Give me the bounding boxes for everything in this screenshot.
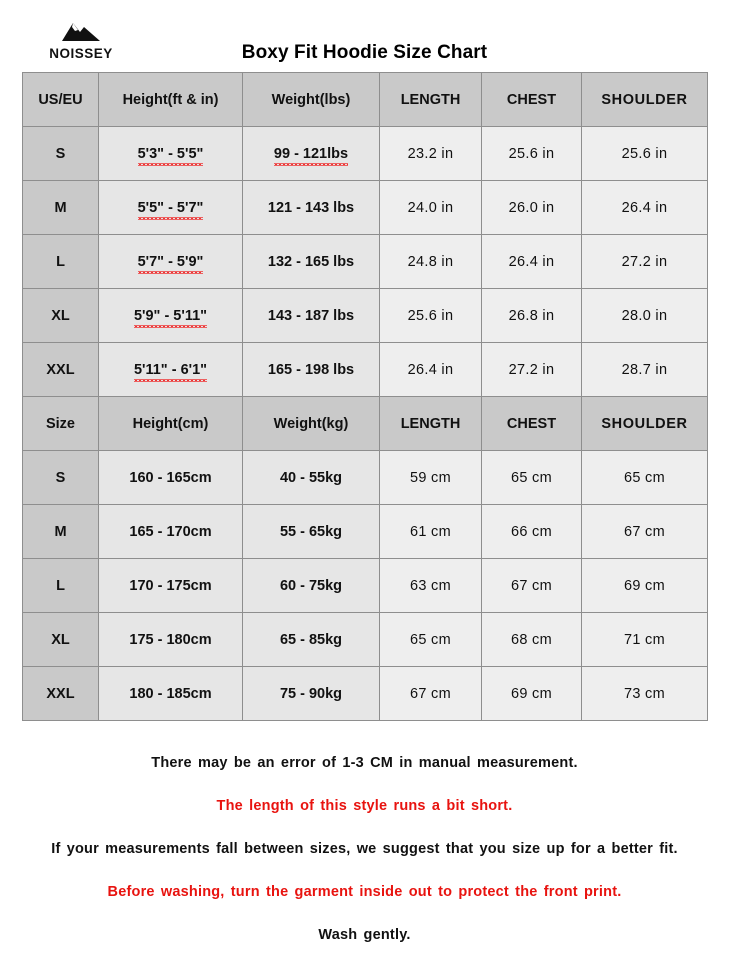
height-cell xyxy=(99,127,243,181)
column-header: Height(ft & in) xyxy=(99,73,243,127)
chest-cell: 66 cm xyxy=(482,505,582,559)
length-cell: 59 cm xyxy=(380,451,482,505)
height-value: 5'11" - 6'1" xyxy=(133,361,208,378)
length-cell: 25.6 in xyxy=(380,289,482,343)
note-wash-inside-out: Before washing, turn the garment inside out to protect the front print. xyxy=(107,884,622,900)
table-row xyxy=(23,289,708,343)
weight-cell: 40 - 55kg xyxy=(243,451,380,505)
height-value: 5'9" - 5'11" xyxy=(133,307,208,324)
shoulder-cell: 65 cm xyxy=(582,451,708,505)
height-cell: 175 - 180cm xyxy=(99,613,243,667)
size-table-wrap xyxy=(22,72,707,721)
table-row xyxy=(23,559,708,613)
chest-cell: 25.6 in xyxy=(482,127,582,181)
height-cell: 180 - 185cm xyxy=(99,667,243,721)
shoulder-cell: 28.0 in xyxy=(582,289,708,343)
shoulder-cell: 67 cm xyxy=(582,505,708,559)
size-cell: XXL xyxy=(23,667,99,721)
size-cell: XL xyxy=(23,289,99,343)
chest-cell: 65 cm xyxy=(482,451,582,505)
height-value: 5'5" - 5'7" xyxy=(137,199,204,216)
weight-cell: 165 - 198 lbs xyxy=(243,343,380,397)
chest-cell: 26.8 in xyxy=(482,289,582,343)
table-row xyxy=(23,613,708,667)
column-header: CHEST xyxy=(482,73,582,127)
chest-cell: 68 cm xyxy=(482,613,582,667)
weight-cell: 121 - 143 lbs xyxy=(243,181,380,235)
table-row xyxy=(23,505,708,559)
table-header-row-metric xyxy=(23,397,708,451)
page-title: Boxy Fit Hoodie Size Chart xyxy=(241,42,488,63)
table-row xyxy=(23,127,708,181)
column-header: Weight(kg) xyxy=(243,397,380,451)
column-header: Weight(lbs) xyxy=(243,73,380,127)
length-cell: 61 cm xyxy=(380,505,482,559)
size-cell: S xyxy=(23,451,99,505)
note-length-short: The length of this style runs a bit short. xyxy=(216,798,513,814)
shoulder-cell: 28.7 in xyxy=(582,343,708,397)
weight-cell: 132 - 165 lbs xyxy=(243,235,380,289)
shoulder-cell: 71 cm xyxy=(582,613,708,667)
table-row xyxy=(23,667,708,721)
table-header-row-imperial xyxy=(23,73,708,127)
table-row xyxy=(23,451,708,505)
size-cell: L xyxy=(23,559,99,613)
note-size-up: If your measurements fall between sizes, we suggest that you size up for a better fit. xyxy=(51,841,678,857)
length-cell: 65 cm xyxy=(380,613,482,667)
length-cell: 23.2 in xyxy=(380,127,482,181)
chest-cell: 27.2 in xyxy=(482,343,582,397)
chest-cell: 69 cm xyxy=(482,667,582,721)
weight-cell: 143 - 187 lbs xyxy=(243,289,380,343)
column-header: US/EU xyxy=(23,73,99,127)
column-header: LENGTH xyxy=(380,73,482,127)
chest-cell: 26.0 in xyxy=(482,181,582,235)
height-cell xyxy=(99,181,243,235)
size-cell: XXL xyxy=(23,343,99,397)
length-cell: 24.0 in xyxy=(380,181,482,235)
size-cell: XL xyxy=(23,613,99,667)
height-value: 5'3" - 5'5" xyxy=(137,145,204,162)
height-cell xyxy=(99,235,243,289)
column-header: CHEST xyxy=(482,397,582,451)
size-chart-table xyxy=(22,72,708,721)
page-header xyxy=(0,0,729,72)
weight-value: 99 - 121lbs xyxy=(273,145,349,162)
note-wash-gently: Wash gently. xyxy=(318,927,411,943)
height-cell: 160 - 165cm xyxy=(99,451,243,505)
note-measurement-error: There may be an error of 1-3 CM in manual measurement. xyxy=(151,755,578,771)
height-cell xyxy=(99,289,243,343)
column-header: LENGTH xyxy=(380,397,482,451)
weight-cell: 60 - 75kg xyxy=(243,559,380,613)
size-cell: M xyxy=(23,181,99,235)
size-cell: L xyxy=(23,235,99,289)
column-header: Size xyxy=(23,397,99,451)
shoulder-cell: 69 cm xyxy=(582,559,708,613)
chest-cell: 26.4 in xyxy=(482,235,582,289)
column-header: Height(cm) xyxy=(99,397,243,451)
height-cell: 170 - 175cm xyxy=(99,559,243,613)
size-cell: M xyxy=(23,505,99,559)
weight-cell: 55 - 65kg xyxy=(243,505,380,559)
brand-name: NOISSEY xyxy=(49,46,113,61)
length-cell: 63 cm xyxy=(380,559,482,613)
length-cell: 67 cm xyxy=(380,667,482,721)
size-cell: S xyxy=(23,127,99,181)
shoulder-cell: 27.2 in xyxy=(582,235,708,289)
shoulder-cell: 26.4 in xyxy=(582,181,708,235)
height-cell: 165 - 170cm xyxy=(99,505,243,559)
chest-cell: 67 cm xyxy=(482,559,582,613)
column-header: SHOULDER xyxy=(582,397,708,451)
length-cell: 24.8 in xyxy=(380,235,482,289)
table-row xyxy=(23,181,708,235)
weight-cell: 75 - 90kg xyxy=(243,667,380,721)
column-header: SHOULDER xyxy=(582,73,708,127)
table-row xyxy=(23,235,708,289)
weight-cell xyxy=(243,127,380,181)
shoulder-cell: 73 cm xyxy=(582,667,708,721)
mountain-peak-logo-icon xyxy=(59,20,103,44)
height-cell xyxy=(99,343,243,397)
height-value: 5'7" - 5'9" xyxy=(137,253,204,270)
notes-section xyxy=(20,755,709,943)
shoulder-cell: 25.6 in xyxy=(582,127,708,181)
weight-cell: 65 - 85kg xyxy=(243,613,380,667)
table-row xyxy=(23,343,708,397)
length-cell: 26.4 in xyxy=(380,343,482,397)
